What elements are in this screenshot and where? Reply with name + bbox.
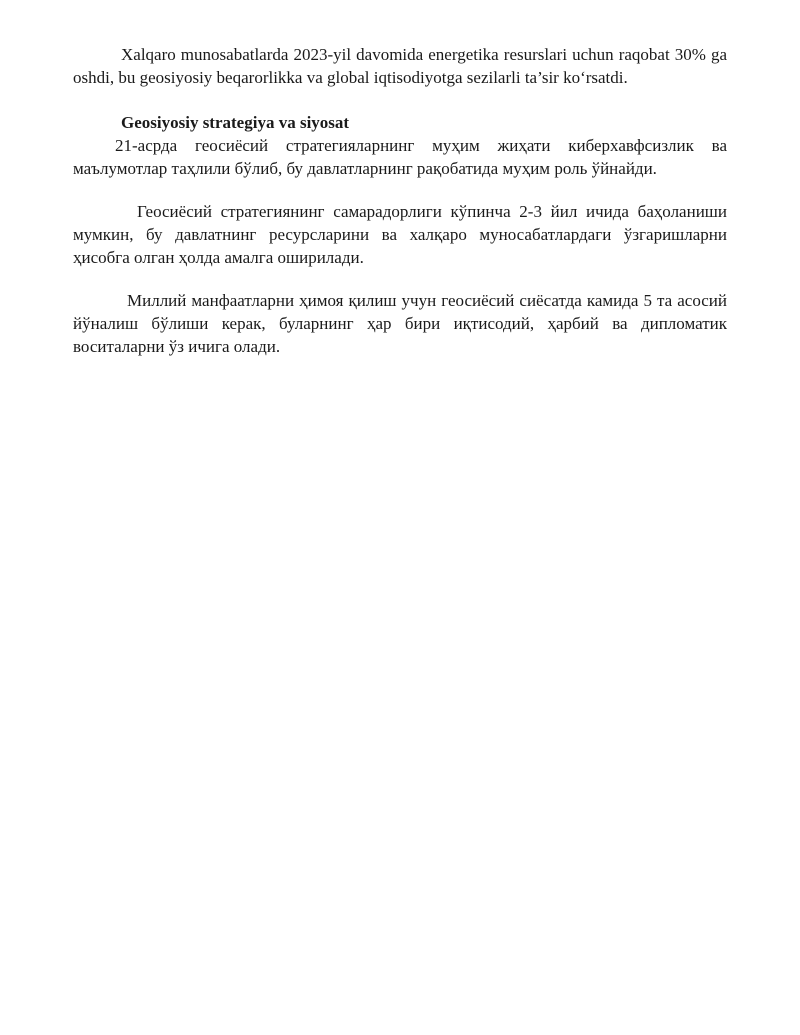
paragraph-national-interests: Миллий манфаатларни ҳимоя қилиш учун геосиёсий сиёсатда камида 5 та асосий йўналиш бўлиши керак, буларнинг ҳар бири иқтисодий, ҳарбий ва дипломатик воситаларни ўз ичига олади.: [73, 291, 727, 356]
section-heading: Geosiyosiy strategiya va siyosat: [121, 113, 350, 132]
paragraph-effectiveness: Геосиёсий стратегиянинг самарадорлиги кўпинча 2-3 йил ичида баҳоланиши мумкин, бу давлатнинг ресурсларини ва халқаро муносабатлардаги ўзгаришларни ҳисобга олган ҳолда амалга оширилади.: [73, 202, 727, 267]
document-body: [73, 43, 727, 358]
paragraph-intro: Xalqaro munosabatlarda 2023-yil davomida energetika resurslari uchun raqobat 30% ga oshdi, bu geosiyosiy beqarorlikka va global iqtisodiyotga sezilarli ta’sir ko‘rsatdi.: [73, 45, 727, 87]
paragraph-cybersecurity: 21-асрда геосиёсий стратегияларнинг муҳим жиҳати киберхавфсизлик ва маълумотлар таҳлили бўлиб, бу давлатларнинг рақобатида муҳим роль ўйнайди.: [73, 136, 727, 178]
